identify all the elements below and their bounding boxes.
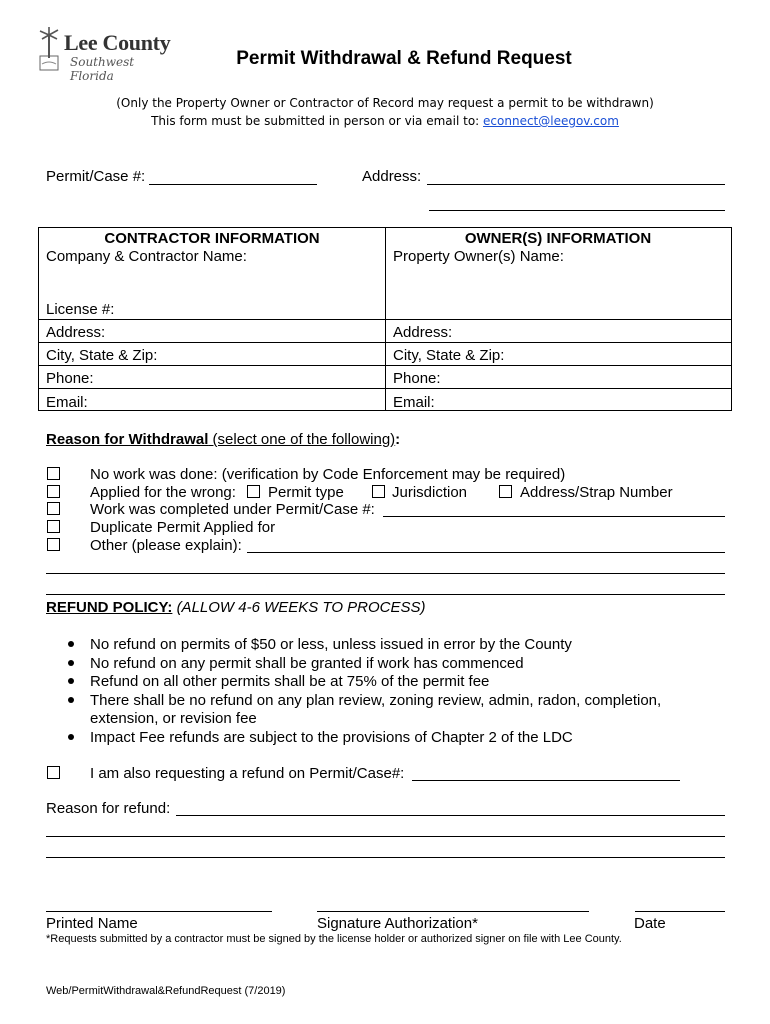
wrong-permit-type-checkbox[interactable] xyxy=(247,485,260,498)
reason-option-no-work: No work was done: (verification by Code Enforcement may be required) xyxy=(90,466,566,483)
also-requesting-field[interactable] xyxy=(412,780,680,781)
wrong-jurisdiction-checkbox[interactable] xyxy=(372,485,385,498)
wrong-address-strap-label: Address/Strap Number xyxy=(520,484,673,501)
refund-bullet-4-cont: extension, or revision fee xyxy=(90,710,257,727)
company-name-label[interactable]: Company & Contractor Name: xyxy=(46,248,247,265)
owner-name-label[interactable]: Property Owner(s) Name: xyxy=(393,248,564,265)
signature-footnote: *Requests submitted by a contractor must be signed by the license holder or authorized signer on file with Lee County. xyxy=(46,933,622,945)
refund-policy-note: (ALLOW 4-6 WEEKS TO PROCESS) xyxy=(176,599,426,616)
reason-heading-text: Reason for Withdrawal xyxy=(46,431,209,448)
owner-city-label[interactable]: City, State & Zip: xyxy=(393,347,505,364)
other-explain-field-2[interactable] xyxy=(46,573,725,574)
address-label: Address: xyxy=(362,168,422,185)
printed-name-label: Printed Name xyxy=(46,915,138,932)
reason-checkbox-no-work[interactable] xyxy=(47,467,60,480)
also-requesting-checkbox[interactable] xyxy=(47,766,60,779)
other-explain-field-3[interactable] xyxy=(46,594,725,595)
refund-policy-title: REFUND POLICY: xyxy=(46,599,173,616)
permit-case-field[interactable] xyxy=(149,184,317,185)
signature-field[interactable] xyxy=(317,911,589,912)
contractor-phone-label[interactable]: Phone: xyxy=(46,370,94,387)
owner-heading: OWNER(S) INFORMATION xyxy=(464,230,652,247)
bullet-dot xyxy=(68,641,74,647)
refund-reason-field-2[interactable] xyxy=(46,836,725,837)
other-explain-field-1[interactable] xyxy=(247,552,725,553)
refund-bullet-5: Impact Fee refunds are subject to the provisions of Chapter 2 of the LDC xyxy=(90,729,573,746)
owner-phone-label[interactable]: Phone: xyxy=(393,370,441,387)
owner-email-label[interactable]: Email: xyxy=(393,394,435,411)
bullet-dot xyxy=(68,734,74,740)
reason-checkbox-other[interactable] xyxy=(47,538,60,551)
contractor-email-label[interactable]: Email: xyxy=(46,394,88,411)
reason-heading xyxy=(46,431,400,448)
email-link[interactable]: econnect@leegov.com xyxy=(483,114,619,128)
permit-case-label: Permit/Case #: xyxy=(46,168,146,185)
signature-auth-label: Signature Authorization* xyxy=(317,915,478,932)
refund-bullet-4: There shall be no refund on any plan review, zoning review, admin, radon, completion, xyxy=(90,692,662,709)
reason-option-wrong: Applied for the wrong: xyxy=(90,484,236,501)
wrong-jurisdiction-label: Jurisdiction xyxy=(392,484,468,501)
form-footer: Web/PermitWithdrawal&RefundRequest (7/2019) xyxy=(46,985,286,997)
notice-line-2 xyxy=(0,114,770,128)
wrong-address-strap-checkbox[interactable] xyxy=(499,485,512,498)
also-requesting-label: I am also requesting a refund on Permit/Case#: xyxy=(90,765,405,782)
refund-bullet-1: No refund on permits of $50 or less, unless issued in error by the County xyxy=(90,636,572,653)
completed-permit-field[interactable] xyxy=(383,516,725,517)
logo-tagline: Southwest Florida xyxy=(70,55,135,83)
address-field-1[interactable] xyxy=(427,184,725,185)
bullet-dot xyxy=(68,678,74,684)
notice-line-2-text: This form must be submitted in person or via email to: xyxy=(151,114,484,128)
reason-heading-colon: : xyxy=(395,431,401,448)
date-label: Date xyxy=(634,915,666,932)
refund-reason-field-3[interactable] xyxy=(46,857,725,858)
contractor-address-label[interactable]: Address: xyxy=(46,324,106,341)
info-table xyxy=(38,227,732,411)
reason-checkbox-wrong[interactable] xyxy=(47,485,60,498)
refund-bullet-2: No refund on any permit shall be granted if work has commenced xyxy=(90,655,524,672)
refund-reason-field-1[interactable] xyxy=(176,815,725,816)
reason-checkbox-duplicate[interactable] xyxy=(47,520,60,533)
bullet-dot xyxy=(68,660,74,666)
owner-address-label[interactable]: Address: xyxy=(393,324,453,341)
refund-bullet-3: Refund on all other permits shall be at 75% of the permit fee xyxy=(90,673,490,690)
contractor-city-label[interactable]: City, State & Zip: xyxy=(46,347,158,364)
bullet-dot xyxy=(68,697,74,703)
logo-name: Lee County xyxy=(64,30,171,55)
address-field-2[interactable] xyxy=(429,210,725,211)
reason-option-completed: Work was completed under Permit/Case #: xyxy=(90,501,375,518)
date-field[interactable] xyxy=(635,911,725,912)
reason-for-refund-label: Reason for refund: xyxy=(46,800,171,817)
wrong-permit-type-label: Permit type xyxy=(268,484,344,501)
reason-checkbox-completed[interactable] xyxy=(47,502,60,515)
contractor-heading: CONTRACTOR INFORMATION xyxy=(104,230,320,247)
refund-policy-heading xyxy=(46,599,426,616)
reason-heading-suffix: (select one of the following) xyxy=(208,431,396,448)
notice-line-1: (Only the Property Owner or Contractor of Record may request a permit to be withdrawn) xyxy=(116,96,654,110)
reason-option-other: Other (please explain): xyxy=(90,537,242,554)
printed-name-field[interactable] xyxy=(46,911,272,912)
reason-option-duplicate: Duplicate Permit Applied for xyxy=(90,519,276,536)
form-title: Permit Withdrawal & Refund Request xyxy=(236,48,572,69)
license-label[interactable]: License #: xyxy=(46,301,115,318)
